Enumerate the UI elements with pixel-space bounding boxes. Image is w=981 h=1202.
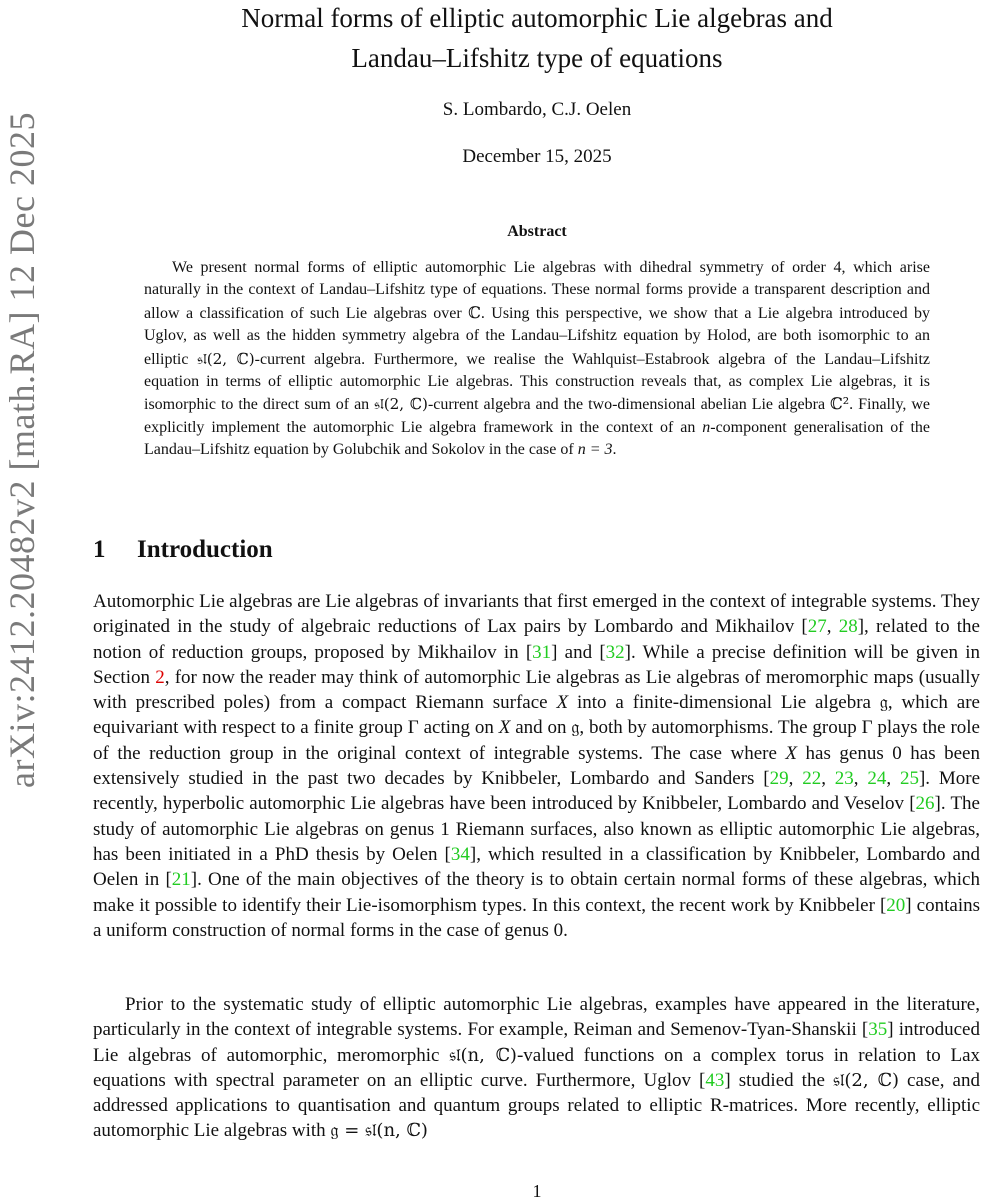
arxiv-identifier — [0, 0, 44, 900]
intro-paragraph-1: Automorphic Lie algebras are Lie algebras of invariants that first emerged in the context of integrable systems. They originated in the study of algebraic reductions of Lax pairs by Lombardo and Mikhailov [27, 28], related to the notion of reduction groups, proposed by Mikhailov in [31] and [32]. While a precise definition will be given in Section 2, for now the reader may think of automorphic Lie algebras as Lie algebras of meromorphic maps (usually with prescribed poles) from a compact Riemann surface X into a finite-dimensional Lie algebra 𝔤, which are equivariant with respect to a finite group Γ acting on X and on 𝔤, both by automorphisms. The group Γ plays the role of the reduction group in the original context of integrable systems. The case where X has genus 0 has been extensively studied in the past two decades by Knibbeler, Lombardo and Sanders [29, 22, 23, 24, 25]. More recently, hyperbolic automorphic Lie algebras have been introduced by Knibbeler, Lombardo and Veselov [26]. The study of automorphic Lie algebras on genus 1 Riemann surfaces, also known as elliptic automorphic Lie algebras, has been initiated in a PhD thesis by Oelen [34], which resulted in a classification by Knibbeler, Lombardo and Oelen in [21]. One of the main objectives of the theory is to obtain certain normal forms of these algebras, which make it possible to identify their Lie-isomorphism types. In this context, the recent work by Knibbeler [20] contains a uniform construction of normal forms in the case of genus 0. — [93, 591, 981, 941]
title-line-1: Normal forms of elliptic automorphic Lie algebras and — [241, 3, 833, 33]
citation-link[interactable]: 23 — [834, 768, 854, 790]
citation-link[interactable]: 21 — [171, 869, 191, 891]
citation-link[interactable]: 43 — [705, 1069, 725, 1091]
citation-link[interactable]: 29 — [769, 768, 789, 790]
citation-link[interactable]: 32 — [605, 641, 625, 663]
section-title: Introduction — [137, 536, 273, 563]
authors: S. Lombardo, C.J. Oelen — [442, 99, 632, 120]
intro-paragraph-2: Prior to the systematic study of elliptic automorphic Lie algebras, examples have appeared in the literature, particularly in the context of integrable systems. For example, Reiman and Semenov-Tyan-Shanskii [35] introduced Lie algebras of automorphic, meromorphic 𝔰𝔩(n, ℂ)-valued functions on a complex torus in relation to Lax equations with spectral parameter on an elliptic curve. Furthermore, Uglov [43] studied the 𝔰𝔩(2, ℂ) case, and addressed applications to quantisation and quantum groups related to elliptic R-matrices. More recently, elliptic automorphic Lie algebras with 𝔤 = 𝔰𝔩(n, ℂ) — [93, 994, 981, 1142]
section-heading-introduction — [93, 536, 273, 564]
paper-title — [94, 0, 980, 78]
title-line-2: Landau–Lifshitz type of equations — [351, 43, 723, 73]
citation-link[interactable]: 27 — [807, 616, 827, 638]
citation-link[interactable]: 26 — [915, 793, 935, 815]
page-number: 1 — [532, 1181, 542, 1201]
citation-link[interactable]: 34 — [450, 843, 470, 865]
citation-link[interactable]: 28 — [838, 616, 858, 638]
citation-link[interactable]: 31 — [532, 641, 552, 663]
arxiv-identifier-text: arXiv:2412.20482v2 [math.RA] 12 Dec 2025 — [2, 112, 42, 788]
abstract-heading: Abstract — [507, 223, 567, 240]
citation-link[interactable]: 24 — [867, 768, 887, 790]
citation-link[interactable]: 22 — [802, 768, 822, 790]
abstract-text: We present normal forms of elliptic automorphic Lie algebras with dihedral symmetry of order 4, which arise naturally in the context of Landau–Lifshitz type of equations. These normal forms provide a transparent description and allow a classification of such Lie algebras over ℂ. Using this perspective, we show that a Lie algebra introduced by Uglov, as well as the hidden symmetry algebra of the Landau–Lifshitz equation by Holod, are both isomorphic to an elliptic 𝔰𝔩(2, ℂ)-current algebra. Furthermore, we realise the Wahlquist–Estabrook algebra of the Landau–Lifshitz equation in terms of elliptic automorphic Lie algebras. This construction reveals that, as complex Lie algebras, it is isomorphic to the direct sum of an 𝔰𝔩(2, ℂ)-current algebra and the two-dimensional abelian Lie algebra ℂ². Finally, we explicitly implement the automorphic Lie algebra framework in the context of an n-component generalisation of the Landau–Lifshitz equation by Golubchik and Sokolov in the case of n = 3. — [144, 259, 931, 459]
citation-link[interactable]: 35 — [868, 1019, 888, 1041]
citation-link[interactable]: 25 — [899, 768, 919, 790]
date: December 15, 2025 — [462, 146, 612, 167]
section-reference-link[interactable]: 2 — [155, 666, 165, 688]
section-number: 1 — [93, 536, 106, 563]
citation-link[interactable]: 20 — [886, 894, 906, 916]
